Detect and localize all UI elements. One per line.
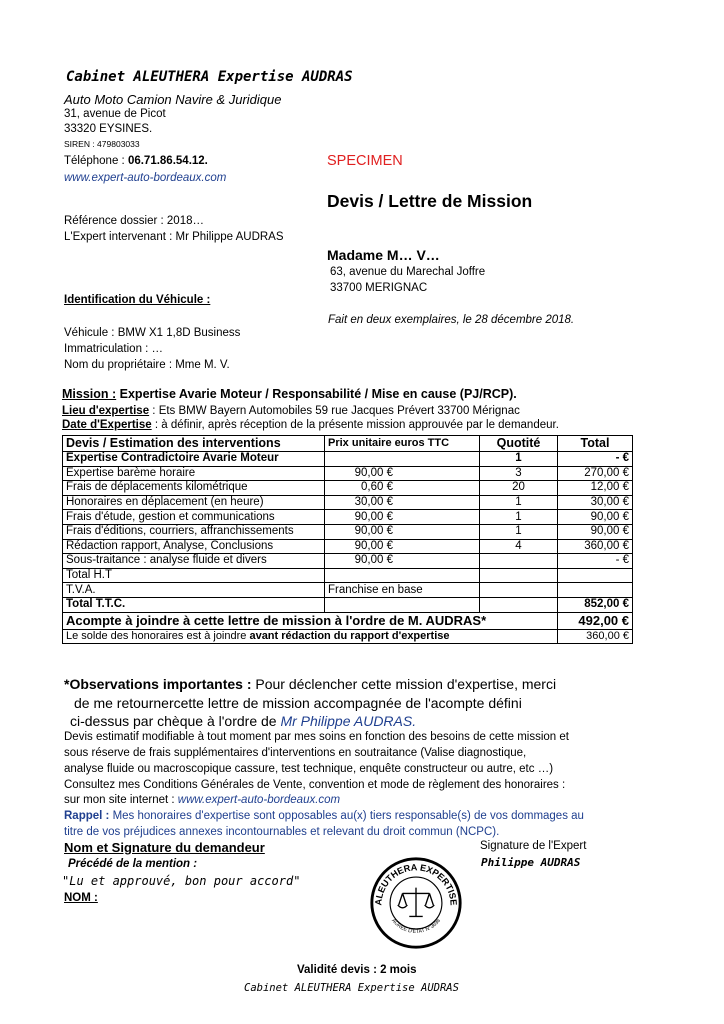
table-row xyxy=(63,568,633,583)
row-unit-price: Franchise en base xyxy=(325,583,480,598)
place-date: Fait en deux exemplaires, le 28 décembre 2018. xyxy=(328,314,575,326)
row-unit-price xyxy=(325,452,480,467)
address-line-1: 31, avenue de Picot xyxy=(64,108,166,120)
balance-label xyxy=(63,629,558,644)
row-label: T.V.A. xyxy=(63,583,325,598)
company-stamp xyxy=(368,855,464,951)
phone-number[interactable]: 06.71.86.54.12. xyxy=(127,155,208,167)
row-quantity: 4 xyxy=(480,539,558,554)
approval-mention: "Lu et approuvé, bon pour accord" xyxy=(62,874,301,888)
row-unit-price: 90,00 € xyxy=(325,466,480,481)
observations-line-1 xyxy=(64,676,556,692)
name-label: NOM : xyxy=(64,892,98,904)
row-total: 90,00 € xyxy=(558,510,633,525)
row-total: 12,00 € xyxy=(558,481,633,496)
mission-line xyxy=(62,387,517,401)
deposit-label: Acompte à joindre à cette lettre de mission à l'ordre de M. AUDRAS* xyxy=(63,612,558,629)
siren: SIREN : 479803033 xyxy=(64,139,140,149)
row-label: Frais d'éditions, courriers, affranchissements xyxy=(63,524,325,539)
header-quantity: Quotité xyxy=(480,436,558,452)
balance-row xyxy=(63,629,633,644)
row-label: Expertise barème horaire xyxy=(63,466,325,481)
site-link[interactable]: www.expert-auto-bordeaux.com xyxy=(177,794,341,806)
website-link[interactable]: www.expert-auto-bordeaux.com xyxy=(64,172,227,184)
rappel-text-1: Mes honoraires d'expertise sont opposables au(x) tiers responsable(s) de vos dommages au xyxy=(112,810,584,822)
table-row xyxy=(63,466,633,481)
deposit-row xyxy=(63,612,633,629)
expert-signature-name: Philippe AUDRAS xyxy=(481,856,581,869)
rappel-line-1 xyxy=(64,810,584,822)
header-unit-price: Prix unitaire euros TTC xyxy=(325,436,480,452)
balance-text-bold: avant rédaction du rapport d'expertise xyxy=(249,629,450,642)
row-label: Honoraires en déplacement (en heure) xyxy=(63,495,325,510)
observations-text-1: Pour déclencher cette mission d'expertise, merci xyxy=(255,676,557,692)
row-label: Total H.T xyxy=(63,568,325,583)
date-text: : à définir, après réception de la présente mission approuvée par le demandeur. xyxy=(151,419,559,431)
vehicle-owner: Nom du propriétaire : Mme M. V. xyxy=(64,359,230,371)
observations-line-2: de me retournercette lettre de mission accompagnée de l'acompte défini xyxy=(74,695,522,711)
estimate-table xyxy=(62,435,633,644)
table-row xyxy=(63,481,633,496)
site-label: sur mon site internet : xyxy=(64,794,178,806)
balance-text: Le solde des honoraires est à joindre xyxy=(66,629,250,642)
row-unit-price: 90,00 € xyxy=(325,510,480,525)
rappel-line-2: titre de vos préjudices annexes incontournables et relevant du droit commun (NCPC). xyxy=(64,826,500,838)
table-row xyxy=(63,554,633,569)
date-line xyxy=(62,419,559,431)
row-unit-price xyxy=(325,568,480,583)
header-designation: Devis / Estimation des interventions xyxy=(63,436,325,452)
row-unit-price: 90,00 € xyxy=(325,554,480,569)
mission-label: Mission : xyxy=(62,387,117,401)
row-quantity: 1 xyxy=(480,495,558,510)
date-label: Date d'Expertise xyxy=(62,419,152,431)
row-label: Rédaction rapport, Analyse, Conclusions xyxy=(63,539,325,554)
estimate-note-4: Consultez mes Conditions Générales de Vente, convention et mode de règlement des honoraires : xyxy=(64,779,566,791)
observations-title: *Observations importantes : xyxy=(64,676,256,692)
row-label: Expertise Contradictoire Avarie Moteur xyxy=(63,452,325,467)
phone-label: Téléphone : xyxy=(64,155,128,167)
total-ttc-label: Total T.T.C. xyxy=(63,597,325,612)
total-ttc-row xyxy=(63,597,633,612)
row-unit-price: 90,00 € xyxy=(325,539,480,554)
row-quantity xyxy=(480,583,558,598)
cabinet-name: Cabinet ALEUTHERA Expertise AUDRAS xyxy=(66,69,353,85)
applicant-signature-title: Nom et Signature du demandeur xyxy=(64,840,265,855)
row-quantity: 1 xyxy=(480,510,558,525)
specimen-label: SPECIMEN xyxy=(327,153,403,169)
lieu-line xyxy=(62,405,520,417)
row-quantity: 1 xyxy=(480,524,558,539)
row-total: - € xyxy=(558,554,633,569)
row-total xyxy=(558,583,633,598)
row-total xyxy=(558,568,633,583)
payee-name: Mr Philippe AUDRAS. xyxy=(280,713,417,729)
vehicle-registration: Immatriculation : … xyxy=(64,343,164,355)
recipient-address-2: 33700 MERIGNAC xyxy=(330,282,428,294)
validity: Validité devis : 2 mois xyxy=(297,964,417,976)
empty-cell xyxy=(480,597,558,612)
lieu-label: Lieu d'expertise xyxy=(62,405,150,417)
estimate-note-1: Devis estimatif modifiable à tout moment par mes soins en fonction des besoins de cette mission et xyxy=(64,731,569,743)
scales-icon xyxy=(398,888,434,917)
vehicle-model: Véhicule : BMW X1 1,8D Business xyxy=(64,327,241,339)
expert-signature-label: Signature de l'Expert xyxy=(480,840,587,852)
table-row xyxy=(63,539,633,554)
stamp-subtext: AGRÉÉ D'ÉTAT N°3698 xyxy=(390,917,442,935)
balance-value: 360,00 € xyxy=(558,629,633,644)
table-row xyxy=(63,495,633,510)
row-quantity: 1 xyxy=(480,452,558,467)
estimate-note-2: sous réserve de frais supplémentaires d'interventions en soutraitance (Valise diagnostique, xyxy=(64,747,527,759)
phone-line xyxy=(64,155,208,167)
row-unit-price: 90,00 € xyxy=(325,524,480,539)
row-quantity xyxy=(480,554,558,569)
rappel-label: Rappel : xyxy=(64,810,113,822)
activity-line: Auto Moto Camion Navire & Juridique xyxy=(64,92,282,107)
table-row xyxy=(63,510,633,525)
total-ttc-value: 852,00 € xyxy=(558,597,633,612)
row-total: 270,00 € xyxy=(558,466,633,481)
row-total: 360,00 € xyxy=(558,539,633,554)
observations-line-3 xyxy=(70,713,416,729)
row-total: - € xyxy=(558,452,633,467)
footer-cabinet: Cabinet ALEUTHERA Expertise AUDRAS xyxy=(244,982,459,994)
recipient-address-1: 63, avenue du Marechal Joffre xyxy=(330,266,486,278)
vehicle-heading: Identification du Véhicule : xyxy=(64,294,211,306)
empty-cell xyxy=(325,597,480,612)
row-unit-price: 0,60 € xyxy=(325,481,480,496)
recipient-name: Madame M… V… xyxy=(327,247,440,263)
deposit-value: 492,00 € xyxy=(558,612,633,629)
row-label: Sous-traitance : analyse fluide et divers xyxy=(63,554,325,569)
header-total: Total xyxy=(558,436,633,452)
mission-text: Expertise Avarie Moteur / Responsabilité / Mise en cause (PJ/RCP). xyxy=(116,387,517,401)
expert-name: L'Expert intervenant : Mr Philippe AUDRAS xyxy=(64,231,284,243)
document-title: Devis / Lettre de Mission xyxy=(327,191,533,211)
observations-text-3: ci-dessus par chèque à l'ordre de xyxy=(70,713,281,729)
estimate-note-5 xyxy=(64,794,340,806)
row-unit-price: 30,00 € xyxy=(325,495,480,510)
address-line-2: 33320 EYSINES. xyxy=(64,123,153,135)
stamp-text: ALEUTHERA EXPERTISE xyxy=(373,862,459,906)
row-quantity: 20 xyxy=(480,481,558,496)
row-total: 90,00 € xyxy=(558,524,633,539)
lieu-text: : Ets BMW Bayern Automobiles 59 rue Jacques Prévert 33700 Mérignac xyxy=(149,405,520,417)
file-reference: Référence dossier : 2018… xyxy=(64,215,204,227)
row-quantity: 3 xyxy=(480,466,558,481)
preceded-by: Précédé de la mention : xyxy=(68,858,198,870)
estimate-note-3: analyse fluide ou macroscopique cassure, test technique, enquête constructeur ou autre, etc …) xyxy=(64,763,554,775)
table-row xyxy=(63,524,633,539)
table-row xyxy=(63,452,633,467)
row-quantity xyxy=(480,568,558,583)
table-header-row xyxy=(63,436,633,452)
row-total: 30,00 € xyxy=(558,495,633,510)
row-label: Frais de déplacements kilométrique xyxy=(63,481,325,496)
row-label: Frais d'étude, gestion et communications xyxy=(63,510,325,525)
table-row xyxy=(63,583,633,598)
